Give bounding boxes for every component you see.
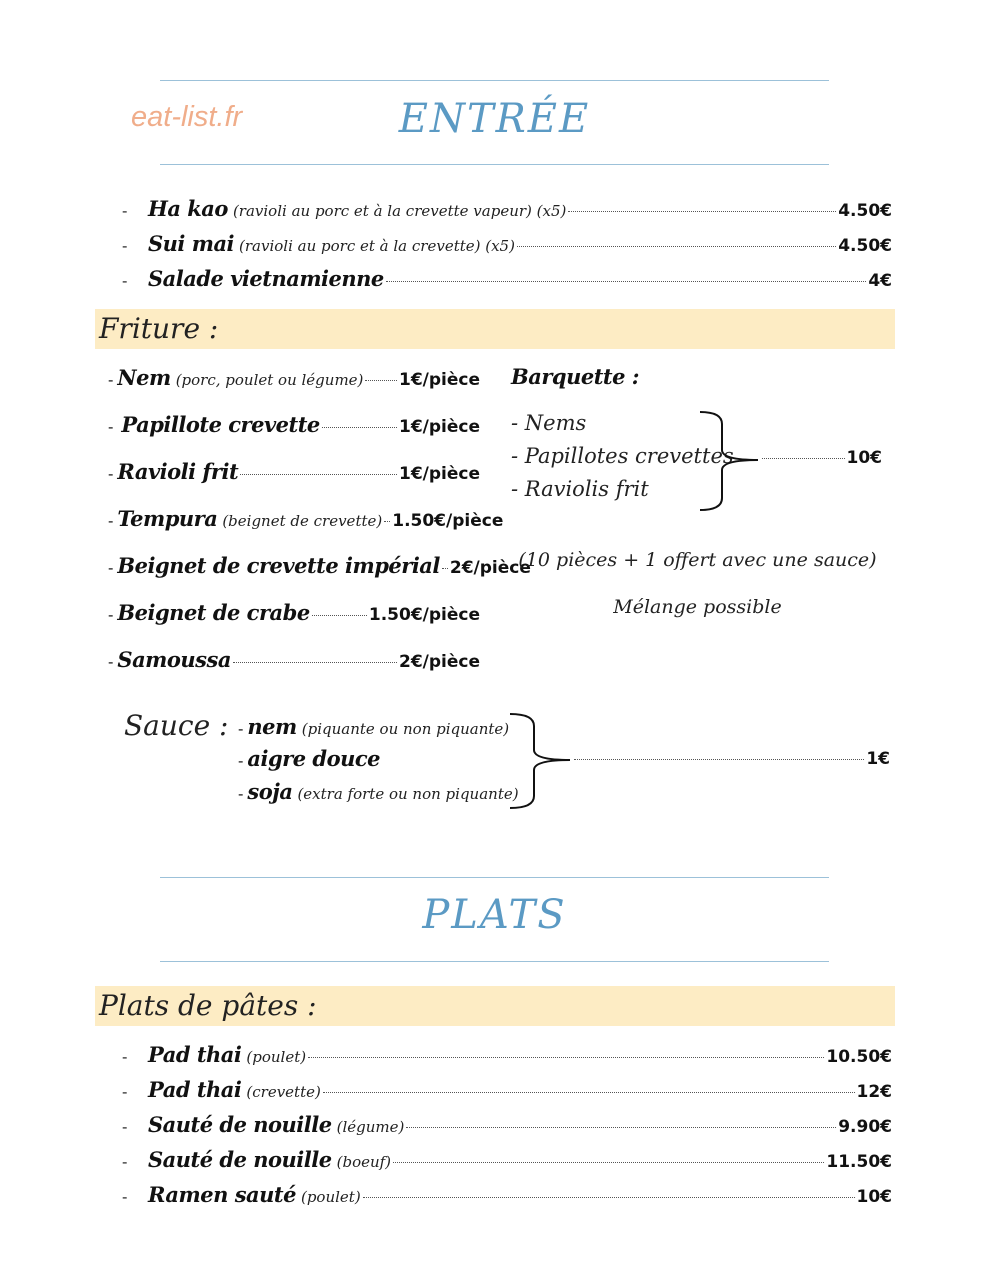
list-item — [122, 1042, 892, 1067]
sauce-price-row — [572, 749, 890, 769]
item-name: Ramen sauté — [148, 1182, 296, 1207]
barquette-item-label: Nems — [524, 411, 587, 435]
bullet: - — [238, 719, 244, 738]
bullet: - — [108, 558, 114, 577]
bullet: - — [122, 201, 128, 220]
bullet: - — [122, 1187, 128, 1206]
dotted-leader — [442, 568, 448, 569]
barquette-item: - Papillotes crevettes — [511, 444, 734, 468]
item-price: 4€ — [868, 271, 892, 291]
entree-top-rule — [160, 80, 829, 81]
bullet: - — [122, 1117, 128, 1136]
item-desc: (ravioli au porc et à la crevette) (x5) — [239, 237, 515, 255]
item-price: 1€/pièce — [399, 370, 480, 390]
item-price: 1.50€/pièce — [368, 605, 480, 625]
bullet: - — [122, 236, 128, 255]
item-desc: (ravioli au porc et à la crevette vapeur) (x5) — [232, 202, 567, 220]
dotted-leader — [517, 246, 836, 247]
list-item — [122, 1147, 892, 1172]
bullet: - — [108, 511, 114, 530]
friture-band — [95, 309, 895, 349]
barquette-item-label: Raviolis frit — [524, 477, 649, 501]
item-name: Sui mai — [148, 231, 235, 256]
barquette-note: (10 pièces + 1 offert avec une sauce) — [518, 549, 877, 571]
item-name: Nem — [117, 365, 171, 390]
item-price: 2€/pièce — [399, 652, 480, 672]
bullet: - — [108, 370, 114, 389]
bullet: - — [122, 1152, 128, 1171]
sauce-brace — [508, 712, 572, 810]
watermark: eat-list.fr — [131, 101, 243, 133]
item-name: Samoussa — [117, 647, 231, 672]
item-desc: (légume) — [336, 1118, 405, 1136]
item-name: Beignet de crevette impérial — [117, 553, 440, 578]
entree-title: ENTRÉE — [398, 96, 591, 142]
barquette-item: - Nems — [511, 411, 587, 435]
item-name: Tempura — [117, 506, 218, 531]
item-name: Ha kao — [148, 196, 228, 221]
barquette-brace — [698, 410, 762, 512]
list-item — [122, 266, 892, 291]
list-item — [108, 553, 531, 578]
item-desc: (boeuf) — [336, 1153, 392, 1171]
dotted-leader — [323, 1092, 855, 1093]
list-item — [108, 647, 480, 672]
sauce-item — [238, 714, 509, 739]
sauce-name: nem — [247, 714, 297, 739]
dotted-leader — [384, 521, 390, 522]
list-item — [122, 1182, 892, 1207]
sauce-label: Sauce : — [124, 709, 229, 742]
bullet: - — [238, 784, 244, 803]
item-price: 1€/pièce — [399, 417, 480, 437]
plats-band — [95, 986, 895, 1026]
plats-title: PLATS — [422, 892, 567, 938]
item-name: Sauté de nouille — [148, 1147, 332, 1172]
item-desc: (poulet) — [246, 1048, 307, 1066]
list-item — [108, 412, 480, 437]
item-price: 4.50€ — [838, 236, 892, 256]
dotted-leader — [233, 662, 397, 663]
barquette-heading — [511, 364, 639, 389]
barquette-mix-note: Mélange possible — [613, 596, 782, 618]
dotted-leader — [393, 1162, 824, 1163]
dotted-leader — [574, 759, 864, 760]
list-item — [122, 231, 892, 256]
dotted-leader — [312, 615, 367, 616]
barquette-price: 10€ — [846, 448, 882, 468]
item-price: 1€/pièce — [399, 464, 480, 484]
dotted-leader — [386, 281, 867, 282]
list-item — [108, 459, 480, 484]
sauce-item — [238, 779, 519, 804]
item-desc: (poulet) — [300, 1188, 361, 1206]
dotted-leader — [406, 1127, 836, 1128]
list-item — [122, 1077, 892, 1102]
dotted-leader — [568, 211, 836, 212]
list-item — [108, 600, 480, 625]
item-name: Papillote crevette — [121, 412, 320, 437]
barquette-item-label: Papillotes crevettes — [524, 444, 734, 468]
list-item — [122, 1112, 892, 1137]
bullet: - — [122, 1047, 128, 1066]
list-item — [108, 506, 504, 531]
barquette-item: - Raviolis frit — [511, 477, 649, 501]
section-heading: Friture : — [99, 312, 219, 345]
item-price: 9.90€ — [838, 1117, 892, 1137]
dotted-leader — [308, 1057, 824, 1058]
entree-bottom-rule — [160, 164, 829, 165]
dotted-leader — [365, 380, 397, 381]
item-price: 4.50€ — [838, 201, 892, 221]
item-desc: (crevette) — [246, 1083, 321, 1101]
barquette-price-row — [760, 448, 882, 468]
item-price: 10.50€ — [826, 1047, 892, 1067]
plats-top-rule — [160, 877, 829, 878]
bullet: - — [108, 417, 114, 436]
bullet: - — [108, 652, 114, 671]
item-price: 1.50€/pièce — [392, 511, 504, 531]
dotted-leader — [322, 427, 397, 428]
item-price: 2€/pièce — [449, 558, 531, 578]
sauce-item — [238, 746, 380, 771]
item-desc: (porc, poulet ou légume) — [175, 371, 364, 389]
item-price: 12€ — [856, 1082, 892, 1102]
plats-bottom-rule — [160, 961, 829, 962]
sauce-desc: (extra forte ou non piquante) — [297, 785, 519, 803]
item-name: Ravioli frit — [117, 459, 239, 484]
dotted-leader — [762, 458, 845, 459]
sauce-name: soja — [247, 779, 293, 804]
item-name: Pad thai — [148, 1077, 242, 1102]
bullet: - — [108, 605, 114, 624]
bullet: - — [122, 271, 128, 290]
sauce-price: 1€ — [866, 749, 890, 769]
item-price: 10€ — [856, 1187, 892, 1207]
barquette-label: Barquette : — [511, 364, 640, 389]
item-name: Pad thai — [148, 1042, 242, 1067]
dotted-leader — [240, 474, 397, 475]
list-item — [108, 365, 480, 390]
item-name: Beignet de crabe — [117, 600, 310, 625]
item-desc: (beignet de crevette) — [222, 512, 383, 530]
item-name: Sauté de nouille — [148, 1112, 332, 1137]
sauce-desc: (piquante ou non piquante) — [301, 720, 510, 738]
bullet: - — [238, 751, 244, 770]
item-price: 11.50€ — [826, 1152, 892, 1172]
dotted-leader — [363, 1197, 855, 1198]
sauce-name: aigre douce — [247, 746, 381, 771]
bullet: - — [108, 464, 114, 483]
bullet: - — [122, 1082, 128, 1101]
list-item — [122, 196, 892, 221]
section-heading: Plats de pâtes : — [99, 989, 317, 1022]
item-name: Salade vietnamienne — [148, 266, 384, 291]
